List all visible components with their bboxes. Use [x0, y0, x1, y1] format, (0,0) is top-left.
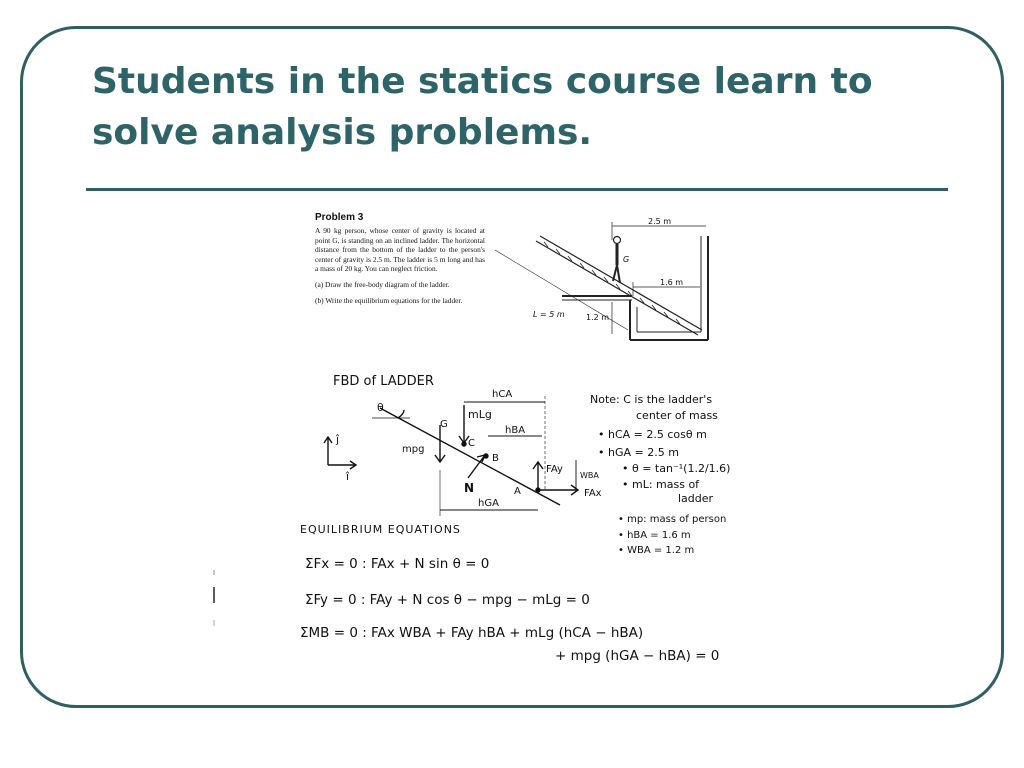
note-line-2: center of mass: [636, 409, 718, 422]
fbd-mlg: mLg: [468, 408, 492, 421]
fbd-hba: hBA: [505, 425, 526, 436]
fbd-point-g: G: [440, 419, 448, 430]
fbd-hga: hGA: [478, 498, 499, 509]
equation-sum-mb: ΣMB = 0 : FAx WBA + FAy hBA + mLg (hCA − hBA): [300, 625, 644, 641]
note-theta: • θ = tan⁻¹(1.2/1.6): [622, 462, 731, 475]
fbd-fay: FAy: [546, 464, 563, 475]
dim-2-5m: 2.5 m: [648, 217, 672, 226]
note-wba: • WBA = 1.2 m: [618, 545, 695, 556]
dim-1-2m: 1.2 m: [586, 313, 610, 322]
label-g-figure: G: [623, 255, 630, 264]
dim-1-6m: 1.6 m: [660, 278, 684, 287]
slide-title: Students in the statics course learn to solve analysis problems.: [92, 61, 873, 153]
problem-part-a: (a) Draw the free-body diagram of the ladder.: [315, 279, 450, 289]
fbd-normal-n: N: [464, 481, 475, 495]
fbd-mpg: mpg: [402, 444, 425, 455]
note-ml-1: • mL: mass of: [622, 478, 700, 491]
note-hga: • hGA = 2.5 m: [598, 446, 679, 459]
fbd-fax: FAx: [584, 488, 602, 499]
scanned-solution-image: [212, 205, 812, 675]
fbd-point-c: C: [468, 438, 475, 449]
note-hca: • hCA = 2.5 cosθ m: [598, 428, 707, 441]
equation-sum-mb-cont: + mpg (hGA − hBA) = 0: [555, 648, 720, 664]
problem-statement: A 90 kg person, whose center of gravity is located at point G, is standing on an inclined ladder. The horizontal distance from the bottom of the ladder to the person's center of gravity is 2.5 m. The ladder is 5 m long and has a mass of 20 kg. You can neglect friction.: [315, 226, 485, 274]
equation-sum-fy: ΣFy = 0 : FAy + N cos θ − mpg − mLg = 0: [305, 592, 590, 608]
problem-heading: Problem 3: [315, 212, 364, 223]
fbd-point-a: A: [514, 486, 521, 497]
note-ml-2: ladder: [678, 492, 714, 505]
axis-j-label: ĵ: [336, 433, 340, 446]
axis-i-label: î: [346, 470, 350, 483]
title-divider: [86, 188, 948, 191]
note-line-1: Note: C is the ladder's: [590, 393, 713, 406]
fbd-wba: WBA: [580, 471, 599, 480]
fbd-hca: hCA: [492, 389, 513, 400]
fbd-diagram: [324, 396, 578, 516]
equations-heading: EQUILIBRIUM EQUATIONS: [300, 523, 461, 536]
dim-ladder-length: L = 5 m: [533, 310, 565, 319]
fbd-title: FBD of LADDER: [333, 374, 434, 389]
note-mp: • mp: mass of person: [618, 514, 727, 525]
equation-sum-fx: ΣFx = 0 : FAx + N sin θ = 0: [305, 556, 490, 572]
fbd-point-b: B: [492, 453, 499, 464]
problem-part-b: (b) Write the equilibrium equations for the ladder.: [315, 295, 463, 305]
fbd-theta: θ: [377, 401, 384, 414]
note-hba: • hBA = 1.6 m: [618, 530, 691, 541]
